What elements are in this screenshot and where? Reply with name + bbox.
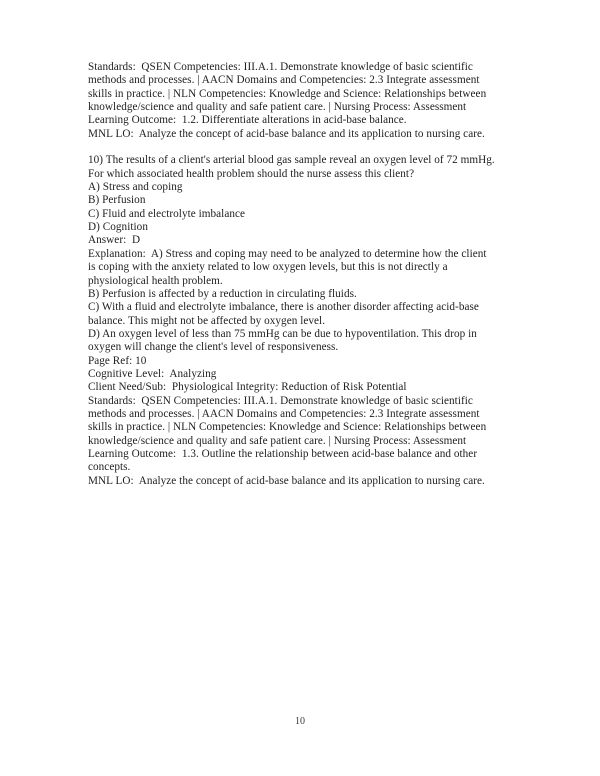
choice-a: A) Stress and coping bbox=[88, 181, 183, 194]
question-text-line: 10) The results of a client's arterial blood gas sample reveal an oxygen level of 72 mmHg. bbox=[88, 154, 495, 167]
explanation-line: B) Perfusion is affected by a reduction in circulating fluids. bbox=[88, 287, 357, 300]
explanation-line: balance. This might not be affected by oxygen level. bbox=[88, 314, 326, 327]
learning-outcome-line: concepts. bbox=[88, 461, 131, 474]
client-need-line: Client Need/Sub: Physiological Integrity: Reduction of Risk Potential bbox=[88, 381, 407, 394]
paragraph-spacer bbox=[88, 141, 528, 154]
learning-outcome-line: Learning Outcome: 1.3. Outline the relationship between acid-base balance and other bbox=[88, 447, 478, 460]
learning-outcome-line: Learning Outcome: 1.2. Differentiate alterations in acid-base balance. bbox=[88, 114, 407, 127]
standards-line: knowledge/science and quality and safe patient care. | Nursing Process: Assessment bbox=[88, 434, 467, 447]
explanation-line: physiological health problem. bbox=[88, 274, 223, 287]
choice-c: C) Fluid and electrolyte imbalance bbox=[88, 207, 246, 220]
explanation-line: Explanation: A) Stress and coping may need to be analyzed to determine how the client bbox=[88, 247, 487, 260]
choice-b: B) Perfusion bbox=[88, 194, 146, 207]
page-ref-line: Page Ref: 10 bbox=[88, 354, 147, 367]
explanation-line: is coping with the anxiety related to low oxygen levels, but this is not directly a bbox=[88, 261, 448, 274]
text-line: skills in practice. | NLN Competencies: Knowledge and Science: Relationships between bbox=[88, 87, 487, 100]
question-text-line: For which associated health problem should the nurse assess this client? bbox=[88, 167, 415, 180]
explanation-line: D) An oxygen level of less than 75 mmHg can be due to hypoventilation. This drop in bbox=[88, 327, 477, 340]
question-10-block bbox=[88, 154, 528, 488]
text-line: knowledge/science and quality and safe patient care. | Nursing Process: Assessment bbox=[88, 101, 467, 114]
mnl-lo-line: MNL LO: Analyze the concept of acid-base balance and its application to nursing care. bbox=[88, 474, 485, 487]
standards-line: Standards: QSEN Competencies: III.A.1. Demonstrate knowledge of basic scientific bbox=[88, 394, 473, 407]
answer-line: Answer: D bbox=[88, 234, 141, 247]
text-line: methods and processes. | AACN Domains and Competencies: 2.3 Integrate assessment bbox=[88, 74, 480, 87]
explanation-line: oxygen will change the client's level of responsiveness. bbox=[88, 341, 339, 354]
choice-d: D) Cognition bbox=[88, 221, 148, 234]
text-line: Standards: QSEN Competencies: III.A.1. Demonstrate knowledge of basic scientific bbox=[88, 61, 473, 73]
standards-line: skills in practice. | NLN Competencies: Knowledge and Science: Relationships between bbox=[88, 421, 487, 434]
explanation-line: C) With a fluid and electrolyte imbalance, there is another disorder affecting acid-base bbox=[88, 301, 479, 314]
page-number: 10 bbox=[295, 716, 305, 727]
mnl-lo-line: MNL LO: Analyze the concept of acid-base balance and its application to nursing care. bbox=[88, 127, 485, 140]
document-body bbox=[88, 61, 528, 488]
standards-line: methods and processes. | AACN Domains and Competencies: 2.3 Integrate assessment bbox=[88, 407, 480, 420]
cognitive-level-line: Cognitive Level: Analyzing bbox=[88, 367, 217, 380]
question-9-metadata bbox=[88, 61, 528, 141]
